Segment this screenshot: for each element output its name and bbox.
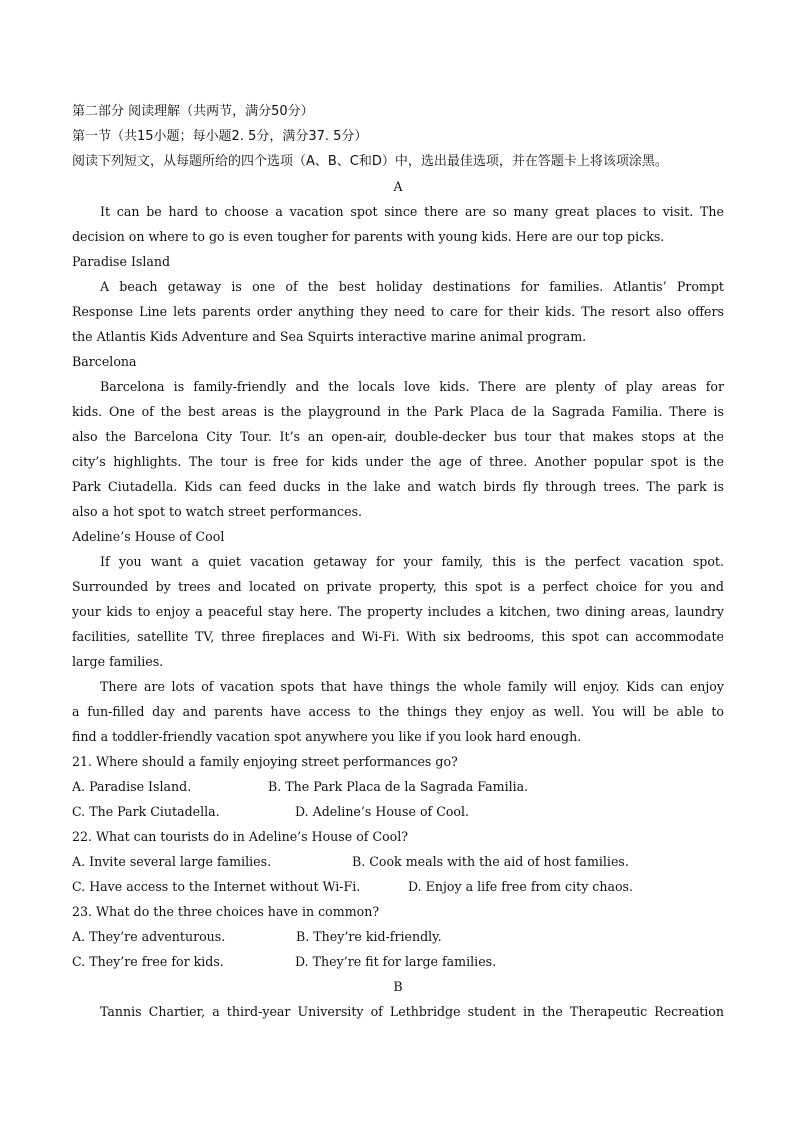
option-a: A. They’re adventurous. — [72, 929, 226, 944]
paragraph-line: A beach getaway is one of the best holiday destinations for families. Atlantis’ Prompt — [100, 279, 724, 294]
paragraph-line: If you want a quiet vacation getaway for your family, this is the perfect vacation spot. — [100, 554, 724, 569]
paragraph-line: large families. — [72, 654, 164, 669]
paragraph-line: Response Line lets parents order anything they need to care for their kids. The resort also offers — [72, 304, 724, 319]
passage-a-label: A — [393, 179, 403, 194]
paragraph-line: Surrounded by trees and located on private property, this spot is a perfect choice for you and — [72, 579, 724, 594]
passage-b-first-line: Tannis Chartier, a third-year University of Lethbridge student in the Therapeutic Recreation — [100, 1004, 724, 1019]
part-heading: 第二部分 阅读理解（共两节，满分50分） — [72, 104, 314, 119]
question-stem: 23. What do the three choices have in common? — [72, 904, 380, 919]
option-a: A. Paradise Island. — [72, 779, 192, 794]
section-heading: 第一节（共15小题；每小题2. 5分，满分37. 5分） — [72, 129, 368, 144]
options-row — [72, 849, 724, 874]
option-d: D. Adeline’s House of Cool. — [295, 804, 470, 819]
paragraph-line: also the Barcelona City Tour. It’s an open-air, double-decker bus tour that makes stops at the — [72, 429, 724, 444]
options-row — [72, 874, 724, 899]
conclusion-line: a fun-filled day and parents have access to the things they enjoy as well. You will be able to — [72, 704, 724, 719]
section-heading-paradise-island: Paradise Island — [72, 254, 171, 269]
paragraph-line: Park Ciutadella. Kids can feed ducks in the lake and watch birds fly through trees. The park is — [72, 479, 724, 494]
instruction-text: 阅读下列短文，从每题所给的四个选项（A、B、C和D）中，选出最佳选项，并在答题卡上将该项涂黑。 — [72, 154, 668, 169]
option-c: C. Have access to the Internet without Wi-Fi. — [72, 879, 361, 894]
paragraph-line: the Atlantis Kids Adventure and Sea Squirts interactive marine animal program. — [72, 329, 587, 344]
option-b: B. Cook meals with the aid of host families. — [352, 854, 629, 869]
paragraph-line: facilities, satellite TV, three fireplaces and Wi-Fi. With six bedrooms, this spot can accommodate — [72, 629, 724, 644]
passage-a-intro-line: It can be hard to choose a vacation spot since there are so many great places to visit. The — [100, 204, 724, 219]
option-b: B. They’re kid-friendly. — [296, 929, 442, 944]
question-stem: 21. Where should a family enjoying street performances go? — [72, 754, 458, 769]
options-row — [72, 949, 724, 974]
conclusion-line: find a toddler-friendly vacation spot anywhere you like if you look hard enough. — [72, 729, 582, 744]
conclusion-line: There are lots of vacation spots that have things the whole family will enjoy. Kids can enjoy — [100, 679, 724, 694]
option-d: D. They’re fit for large families. — [295, 954, 497, 969]
options-row — [72, 774, 724, 799]
passage-b-label: B — [393, 979, 403, 994]
passage-a-intro-line: decision on where to go is even tougher for parents with young kids. Here are our top picks. — [72, 229, 665, 244]
paragraph-line: your kids to enjoy a peaceful stay here. The property includes a kitchen, two dining areas, laundry — [72, 604, 724, 619]
paragraph-line: Barcelona is family-friendly and the locals love kids. There are plenty of play areas for — [100, 379, 724, 394]
option-c: C. The Park Ciutadella. — [72, 804, 220, 819]
exam-page — [72, 99, 724, 1024]
section-heading-adelines-house: Adeline’s House of Cool — [72, 529, 225, 544]
options-row — [72, 924, 724, 949]
section-heading-barcelona: Barcelona — [72, 354, 137, 369]
option-d: D. Enjoy a life free from city chaos. — [408, 879, 634, 894]
option-a: A. Invite several large families. — [72, 854, 272, 869]
option-c: C. They’re free for kids. — [72, 954, 224, 969]
options-row — [72, 799, 724, 824]
paragraph-line: kids. One of the best areas is the playground in the Park Placa de la Sagrada Familia. There is — [72, 404, 724, 419]
question-stem: 22. What can tourists do in Adeline’s House of Cool? — [72, 829, 409, 844]
option-b: B. The Park Placa de la Sagrada Familia. — [268, 779, 529, 794]
paragraph-line: city’s highlights. The tour is free for kids under the age of three. Another popular spot is the — [72, 454, 724, 469]
paragraph-line: also a hot spot to watch street performances. — [72, 504, 363, 519]
